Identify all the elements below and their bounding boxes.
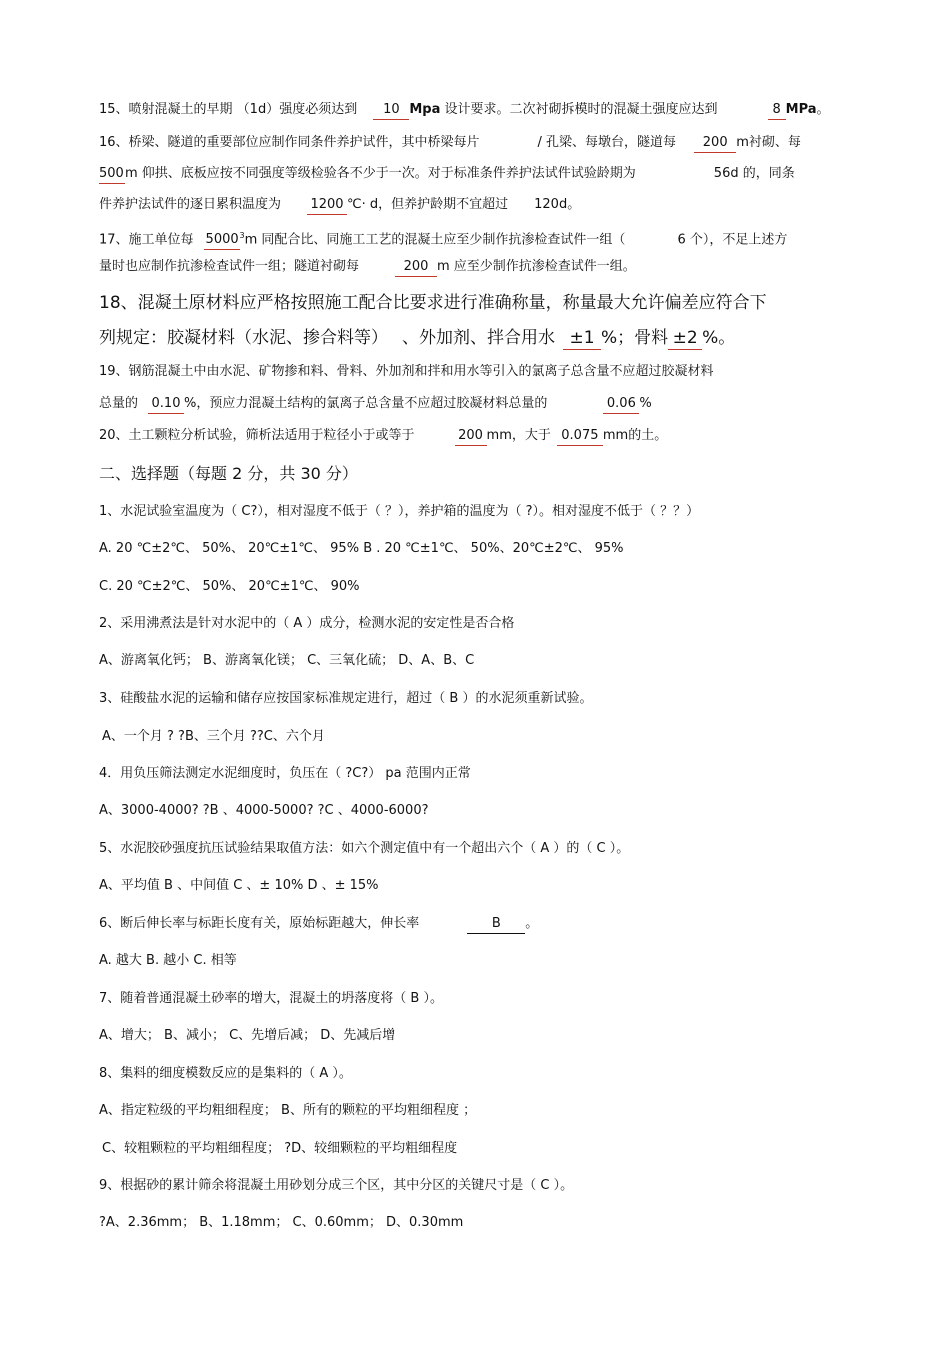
c4-question: 4．用负压筛法测定水泥细度时，负压在（ ?C?） pa 范围内正常 — [99, 766, 471, 781]
c5-options: A、平均值 B 、中间值 C 、± 10% D 、± 15% — [99, 878, 379, 893]
c1-options-1: A. 20 ℃±2℃、 50%、 20℃±1℃、 95% B . 20 ℃±1℃、 50%、20℃±2℃、 95% — [99, 541, 624, 556]
c5-question: 5、水泥胶砂强度抗压试验结果取值方法：如六个测定值中有一个超出六个（ A ）的（ C ）。 — [99, 841, 630, 856]
q15-blank-2: 8 — [768, 101, 786, 120]
q16-line-2: 500m 仰拱、底板应按不同强度等级检验各不少于一次。对于标准条件养护法试件试验龄期为 56d 的，同条 — [99, 165, 795, 184]
q18-blank-1: ±1 — [563, 327, 601, 350]
q18-blank-2: ±2 — [668, 327, 702, 350]
q20-blank-2: 0.075 — [557, 427, 603, 446]
c6-options: A. 越大 B. 越小 C. 相等 — [99, 953, 237, 968]
q16-blank-1: 200 — [694, 134, 736, 153]
c1-question: 1、水泥试验室温度为（ C?），相对湿度不低于（ ？），养护箱的温度为（ ?）。相对湿度不低于（ ？？） — [99, 504, 700, 519]
c6-blank: B — [467, 915, 525, 934]
c3-options: A、一个月 ? ?B、三个月 ??C、六个月 — [102, 729, 325, 744]
q19-blank-2: 0.06 — [603, 395, 639, 414]
c4-options: A、3000-4000? ?B 、4000-5000? ?C 、4000-6000? — [99, 803, 429, 818]
c7-question: 7、随着普通混凝土砂率的增大，混凝土的坍落度将（ B ）。 — [99, 991, 443, 1006]
c3-question: 3、硅酸盐水泥的运输和储存应按国家标准规定进行，超过（ B ）的水泥须重新试验。 — [99, 691, 593, 706]
q15-blank-1: 10 — [373, 101, 409, 120]
q20-blank-1: 200 — [455, 427, 487, 446]
q17-line-1: 17、施工单位每 5000$^3$m 同配合比、同施工工艺的混凝土应至少制作抗渗检查试件一组（ 6 个），不足上述方 — [99, 227, 787, 250]
q18-line-2: 列规定：胶凝材料（水泥、掺合料等） 、外加剂、拌合用水 ±1 %；骨料 ±2 %。 — [99, 328, 736, 348]
c9-options: ?A、2.36mm； B、1.18mm； C、0.60mm； D、0.30mm — [99, 1215, 464, 1230]
section-heading: 二、选择题（每题 2 分，共 30 分） — [99, 464, 358, 483]
q17-blank-1: 5000 — [204, 231, 240, 250]
q17-line-2: 量时也应制作抗渗检查试件一组；隧道衬砌每 200 m 应至少制作抗渗检查试件一组。 — [99, 258, 636, 277]
q16-blank-2: 500 — [99, 165, 125, 184]
q18-line-1: 18、混凝土原材料应严格按照施工配合比要求进行准确称量，称量最大允许偏差应符合下 — [99, 293, 767, 313]
c8-options-1: A、指定粒级的平均粗细程度； B、所有的颗粒的平均粗细程度 ； — [99, 1103, 477, 1118]
c7-options: A、增大； B、减小； C、先增后减； D、先减后增 — [99, 1028, 396, 1043]
q15-line: 15、喷射混凝土的早期 （1d）强度必须达到 10 Mpa 设计要求。二次衬砌拆模时的混凝土强度应达到 8 MPa。 — [99, 101, 830, 120]
c6-question: 6、断后伸长率与标距长度有关，原始标距越大，伸长率 B 。 — [99, 915, 538, 934]
q16-line-3: 件养护法试件的逐日累积温度为 1200 ℃· d，但养护龄期不宜超过 120d。 — [99, 196, 580, 215]
q19-blank-1: 0.10 — [148, 395, 184, 414]
q19-line-1: 19、钢筋混凝土中由水泥、矿物掺和料、骨料、外加剂和拌和用水等引入的氯离子总含量不应超过胶凝材料 — [99, 364, 714, 379]
c1-options-2: C. 20 ℃±2℃、 50%、 20℃±1℃、 90% — [99, 579, 360, 594]
q16-line-1: 16、桥梁、隧道的重要部位应制作同条件养护试件，其中桥梁每片 / 孔梁、每墩台，隧道每 200 m衬砌、每 — [99, 134, 801, 153]
c2-options: A、游离氧化钙； B、游离氧化镁； C、三氧化硫； D、A、B、C — [99, 653, 475, 668]
q20-line: 20、土工颗粒分析试验，筛析法适用于粒径小于或等于 200 mm，大于 0.075 mm的土。 — [99, 427, 667, 446]
q16-blank-3: 1200 — [307, 196, 347, 215]
q19-line-2: 总量的 0.10 %，预应力混凝土结构的氯离子总含量不应超过胶凝材料总量的 0.06 % — [99, 395, 652, 414]
c8-question: 8、集料的细度模数反应的是集料的（ A ）。 — [99, 1066, 352, 1081]
c2-question: 2、采用沸煮法是针对水泥中的（ A ）成分，检测水泥的安定性是否合格 — [99, 616, 515, 631]
q17-blank-2: 200 — [395, 258, 437, 277]
c8-options-2: C、较粗颗粒的平均粗细程度； ?D、较细颗粒的平均粗细程度 — [102, 1141, 458, 1156]
c9-question: 9、根据砂的累计筛余将混凝土用砂划分成三个区，其中分区的关键尺寸是（ C ）。 — [99, 1178, 574, 1193]
